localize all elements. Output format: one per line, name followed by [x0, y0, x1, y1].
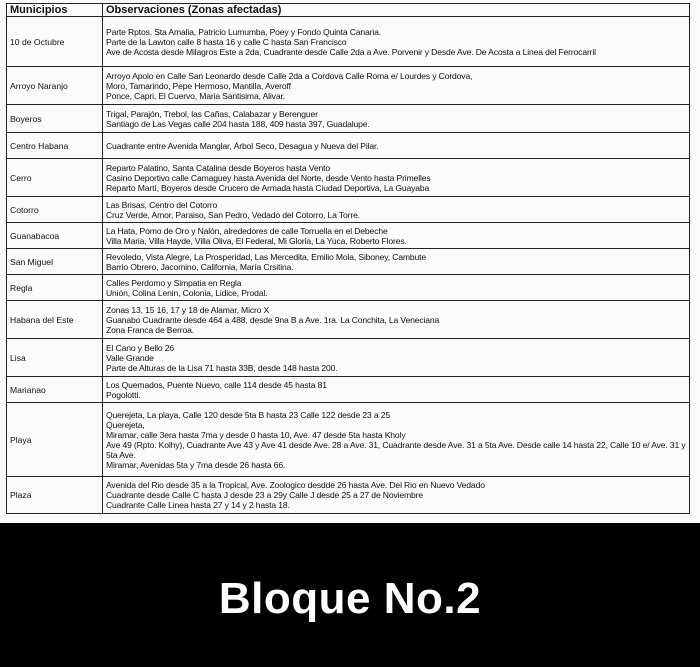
municipio-cell: Marianao — [7, 377, 103, 403]
table-row — [7, 403, 690, 477]
obs-line: Trigal, Parajón, Trebol, las Cañas, Calabazar y Berenguer — [106, 108, 318, 119]
observaciones-cell — [103, 301, 690, 339]
obs-line: Villa Maria, Villa Hayde, Villa Oliva, El Federal, Mi Gloria, La Yuca, Roberto Flores. — [106, 235, 407, 246]
observaciones-cell — [103, 105, 690, 133]
banner-title: Bloque No.2 — [218, 574, 482, 623]
observaciones-cell — [103, 67, 690, 105]
obs-line: Guanabo Cuadrante desde 464 a 488, desde 9na B a Ave. 1ra. La Conchita, La Veneciana — [106, 314, 440, 325]
obs-line: Unión, Colina Lenin, Colonia, Lidice, Prodal. — [106, 287, 268, 298]
obs-line: Pogolotti. — [106, 389, 141, 400]
obs-line: Parte de Alturas de la Lisa 71 hasta 33B, desde 148 hasta 200. — [106, 362, 338, 373]
observaciones-cell — [103, 133, 690, 159]
obs-line: El Cano y Bello 26 — [106, 342, 175, 353]
table-header-row — [7, 4, 690, 17]
obs-line: Miramar, calle 3era hasta 7ma y desde 0 hasta 10, Ave. 47 desde 5ta hasta Kholy — [106, 429, 406, 440]
municipio-cell: Boyeros — [7, 105, 103, 133]
obs-line: Zona Franca de Berroa. — [106, 324, 194, 335]
table-row — [7, 133, 690, 159]
table-row — [7, 301, 690, 339]
observaciones-cell — [103, 377, 690, 403]
observaciones-cell — [103, 275, 690, 301]
table-row — [7, 105, 690, 133]
table-row — [7, 159, 690, 197]
obs-line: La Hata, Pomo de Oro y Nalón, alrededores de calle Torruella en el Debeche — [106, 225, 388, 236]
header-municipios: Municipios — [7, 4, 103, 17]
municipio-cell: 10 de Octubre — [7, 17, 103, 67]
observaciones-cell — [103, 17, 690, 67]
obs-line: Cuadrante entre Avenida Manglar, Árbol Seco, Desagua y Nueva del Pilar. — [106, 140, 379, 151]
observaciones-cell — [103, 197, 690, 223]
table-row — [7, 223, 690, 249]
municipio-cell: Arroyo Naranjo — [7, 67, 103, 105]
caption-banner — [0, 523, 700, 667]
obs-line: Calles Perdomo y Simpatia en Regla — [106, 277, 242, 288]
municipio-cell: Plaza — [7, 477, 103, 514]
table-row — [7, 67, 690, 105]
table-row — [7, 377, 690, 403]
obs-line: Parte de la Lawton calle 8 hasta 16 y calle C hasta San Francisco — [106, 36, 347, 47]
municipio-cell: Habana del Este — [7, 301, 103, 339]
obs-line: Los Quemados, Puente Nuevo, calle 114 desde 45 hasta 81 — [106, 379, 327, 390]
obs-line: Reparto Martí, Boyeros desde Crucero de Armada hasta Ciudad Deportiva, La Guayaba — [106, 182, 430, 193]
obs-line: Parte Rptos. Sta Amalia, Patricio Lumumba, Poey y Fondo Quinta Canaria. — [106, 26, 381, 37]
obs-line: Miramar, Avenidas 5ta y 7ma desde 26 hasta 66. — [106, 459, 286, 470]
obs-line: Ponce, Capri, El Cuervo, Maria Santisima, Alivar. — [106, 90, 285, 101]
affected-zones-table — [6, 3, 690, 514]
municipio-cell: Cerro — [7, 159, 103, 197]
table-row — [7, 249, 690, 275]
municipio-cell: Regla — [7, 275, 103, 301]
municipio-cell: Cotorro — [7, 197, 103, 223]
table-row — [7, 477, 690, 514]
obs-line: Revoledo, Vista Alegre, La Prosperidad, Las Mercedita, Emilio Mola, Siboney, Cambute — [106, 251, 427, 262]
table-row — [7, 339, 690, 377]
municipio-cell: San Miguel — [7, 249, 103, 275]
obs-line: Ave de Acosta desde Milagros Este a 2da, Cuadrante desde Calle 2da a Ave. Porvenir y Desde Ave. De Acosta a Linea del Ferrocarril — [106, 46, 596, 57]
municipio-cell: Guanabacoa — [7, 223, 103, 249]
table-row — [7, 275, 690, 301]
observaciones-cell — [103, 477, 690, 514]
obs-line: Las Brisas, Centro del Cotorro — [106, 199, 218, 210]
table-row — [7, 197, 690, 223]
obs-line: Santiago de Las Vegas calle 204 hasta 188, 409 hasta 397, Guadalupe. — [106, 118, 370, 129]
header-observaciones: Observaciones (Zonas afectadas) — [103, 4, 690, 17]
municipio-cell: Centro Habana — [7, 133, 103, 159]
obs-line: Reparto Palatino, Santa Catalina desde Boyeros hasta Vento — [106, 162, 330, 173]
obs-line: Casino Deportivo calle Camaguey hasta Avenida del Norte, desde Vento hasta Primelles — [106, 172, 431, 183]
obs-line: Ave 49 (Rpto. Kolhy), Cuadrante Ave 43 y Ave 41 desde Ave. 28 a Ave. 31, Cuadrante desde Ave. 31 a 5ta Ave. Desde calle 14 hasta 22, Calle 10 e/ Ave. 31 y 5ta Ave. — [106, 439, 686, 460]
observaciones-cell — [103, 223, 690, 249]
observaciones-cell — [103, 339, 690, 377]
observaciones-cell — [103, 249, 690, 275]
obs-line: Arroyo Apolo en Calle San Leonardo desde Calle 2da a Cordova Calle Roma e/ Lourdes y Cordova, — [106, 70, 473, 81]
observaciones-cell — [103, 403, 690, 477]
obs-line: Querejeta, La playa, Calle 120 desde 5ta B hasta 23 Calle 122 desde 23 a 25 — [106, 409, 391, 420]
obs-line: Querejeta, — [106, 419, 145, 430]
obs-line: Moro, Tamarindo, Pepe Hermoso, Mantilla, Averoff — [106, 80, 291, 91]
obs-line: Avenida del Rio desde 35 a la Tropical, Ave. Zoologico desdde 26 hasta Ave. Del Rio en Nuevo Vedado — [106, 480, 485, 490]
obs-line: Cuadrante Calle Linea hasta 27 y 14 y 2 hasta 18. — [106, 500, 290, 510]
obs-line: Barrio Obrero, Jacomino, California, María Crsitina. — [106, 261, 294, 272]
observaciones-cell — [103, 159, 690, 197]
obs-line: Valle Grande — [106, 352, 154, 363]
obs-line: Zonas 13, 15 16, 17 y 18 de Alamar, Micro X — [106, 304, 270, 315]
obs-line: Cruz Verde, Amor, Paraiso, San Pedro, Vedado del Cotorro, La Torre. — [106, 209, 360, 220]
municipio-cell: Playa — [7, 403, 103, 477]
municipio-cell: Lisa — [7, 339, 103, 377]
table-row — [7, 17, 690, 67]
obs-line: Cuadrante desde Calle C hasta J desde 23 a 29y Calle J desde 25 a 27 de Noviembre — [106, 490, 424, 500]
